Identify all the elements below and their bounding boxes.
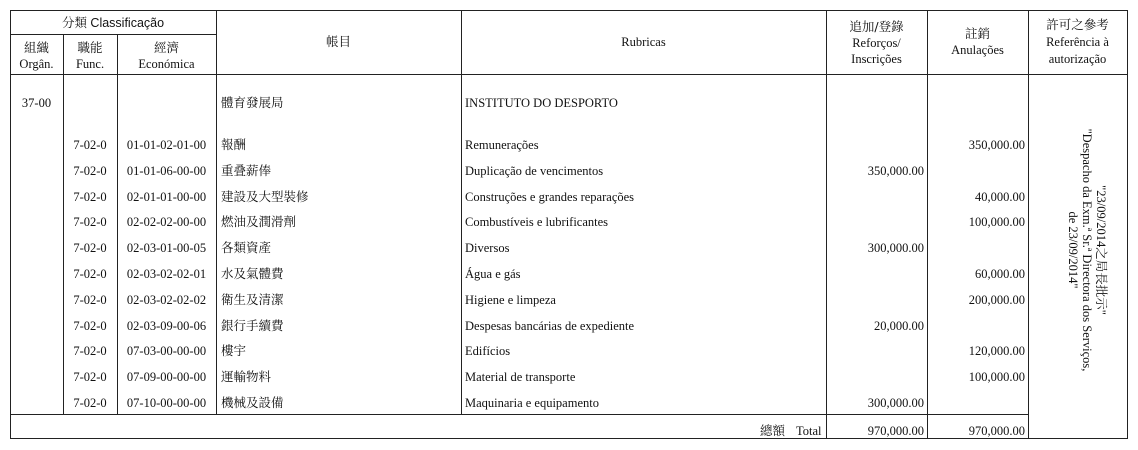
reinforce-header-pt1: Reforços/: [852, 36, 901, 50]
row-rubric-zh: 機械及設備: [221, 395, 284, 410]
row-econ: 07-03-00-00-00: [126, 344, 207, 358]
row-cancel: 100,000.00: [968, 215, 1025, 229]
row-rubric-zh: 銀行手續費: [221, 318, 284, 333]
row-rubric-pt: Água e gás: [465, 267, 521, 281]
ref-header-pt2: autorização: [1048, 52, 1107, 66]
row-econ: 02-03-01-00-05: [126, 241, 207, 255]
reinforce-header-pt2: Inscrições: [851, 52, 902, 66]
row-reinforce: 300,000.00: [867, 241, 924, 255]
row-econ: 02-03-09-00-06: [126, 319, 207, 333]
row-econ: 02-01-01-00-00: [126, 190, 207, 204]
row-func: 7-02-0: [73, 190, 107, 204]
row-cancel: 200,000.00: [968, 293, 1025, 307]
row-reinforce: 300,000.00: [867, 396, 924, 410]
organ-header-zh: 組織: [23, 40, 49, 55]
cancel-header-zh: 註銷: [964, 26, 990, 41]
row-reinforce: 350,000.00: [867, 164, 924, 178]
row-func: 7-02-0: [73, 267, 107, 281]
row-econ: 02-02-02-00-00: [126, 215, 207, 229]
row-func: 7-02-0: [73, 215, 107, 229]
row-rubric-pt: Remunerações: [465, 138, 539, 152]
row-econ: 02-03-02-02-02: [126, 293, 207, 307]
authorization-line-2: "Despacho da Exm.ª Sr.ª Directora dos Serviços,: [1080, 128, 1094, 372]
row-econ: 01-01-06-00-00: [126, 164, 207, 178]
row-rubric-pt: Construções e grandes reparações: [465, 190, 635, 204]
classification-header: 分類 Classificação: [61, 16, 165, 30]
row-rubric-zh: 樓宇: [221, 343, 247, 358]
row-econ: 02-03-02-02-01: [126, 267, 207, 281]
row-func: 7-02-0: [73, 396, 107, 410]
row-rubric-zh: 運輸物料: [221, 369, 272, 384]
rule-econ-zh: [216, 10, 217, 415]
row-econ: 01-01-02-01-00: [126, 138, 207, 152]
total-reinforce: 970,000.00: [867, 424, 924, 438]
row-func: 7-02-0: [73, 164, 107, 178]
ref-header-pt1: Referência à: [1046, 35, 1109, 49]
row-cancel: 60,000.00: [975, 267, 1025, 281]
row-rubric-pt: Combustíveis e lubrificantes: [465, 215, 609, 229]
row-rubric-pt: Material de transporte: [465, 370, 576, 384]
organ-name-zh: 體育發展局: [221, 95, 284, 110]
rule-header-bottom: [10, 74, 1127, 75]
row-cancel: 100,000.00: [968, 370, 1025, 384]
row-rubric-zh: 各類資產: [221, 240, 272, 255]
row-func: 7-02-0: [73, 138, 107, 152]
row-econ: 07-09-00-00-00: [126, 370, 207, 384]
total-label-pt: Total: [796, 424, 822, 438]
cancel-header-pt: Anulações: [951, 43, 1004, 57]
row-rubric-pt: Duplicação de vencimentos: [465, 164, 604, 178]
rule-left: [10, 10, 11, 439]
row-rubric-zh: 重叠薪俸: [221, 163, 272, 178]
row-func: 7-02-0: [73, 370, 107, 384]
row-rubric-pt: Diversos: [465, 241, 510, 255]
rule-total-top: [10, 414, 1028, 415]
func-header-pt: Func.: [75, 57, 105, 71]
row-rubric-pt: Despesas bancárias de expediente: [465, 319, 635, 333]
reinforce-header-zh: 追加/登錄: [849, 19, 904, 34]
row-rubric-zh: 衛生及清潔: [221, 292, 284, 307]
row-rubric-zh: 燃油及潤滑劑: [221, 214, 297, 229]
row-cancel: 350,000.00: [968, 138, 1025, 152]
rubric-header-pt: Rubricas: [621, 35, 666, 49]
row-func: 7-02-0: [73, 344, 107, 358]
authorization-line-3: de 23/09/2014": [1066, 211, 1080, 289]
econ-header-pt: Económica: [138, 57, 195, 71]
rule-zh-pt: [461, 10, 462, 415]
rule-top: [10, 10, 1127, 11]
row-func: 7-02-0: [73, 241, 107, 255]
organ-header-pt: Orgân.: [19, 57, 54, 71]
row-func: 7-02-0: [73, 293, 107, 307]
total-label-zh: 總額: [760, 423, 786, 438]
rule-cancel-ref: [1028, 10, 1029, 439]
row-rubric-zh: 建設及大型裝修: [221, 189, 309, 204]
row-rubric-zh: 報酬: [221, 137, 247, 152]
organ-name-pt: INSTITUTO DO DESPORTO: [465, 96, 618, 110]
func-header-zh: 職能: [77, 40, 103, 55]
authorization-note: [1057, 120, 1117, 380]
organ-code: 37-00: [21, 96, 52, 110]
row-func: 7-02-0: [73, 319, 107, 333]
econ-header-zh: 經濟: [153, 40, 179, 55]
row-rubric-pt: Edifícios: [465, 344, 511, 358]
authorization-line-1: "23/09/2014之局長批示": [1094, 185, 1108, 315]
row-rubric-zh: 水及氣體費: [221, 266, 284, 281]
rule-pt-reinforce: [826, 10, 827, 439]
row-econ: 07-10-00-00-00: [126, 396, 207, 410]
rubric-header-zh: 帳目: [325, 34, 351, 49]
row-reinforce: 20,000.00: [874, 319, 924, 333]
rule-classification-under: [10, 34, 216, 35]
total-cancel: 970,000.00: [968, 424, 1025, 438]
row-cancel: 40,000.00: [975, 190, 1025, 204]
row-cancel: 120,000.00: [968, 344, 1025, 358]
rule-bottom: [10, 438, 1127, 439]
row-rubric-pt: Maquinaria e equipamento: [465, 396, 599, 410]
row-rubric-pt: Higiene e limpeza: [465, 293, 556, 307]
ref-header-zh: 許可之參考: [1046, 17, 1109, 32]
rule-right: [1127, 10, 1128, 439]
